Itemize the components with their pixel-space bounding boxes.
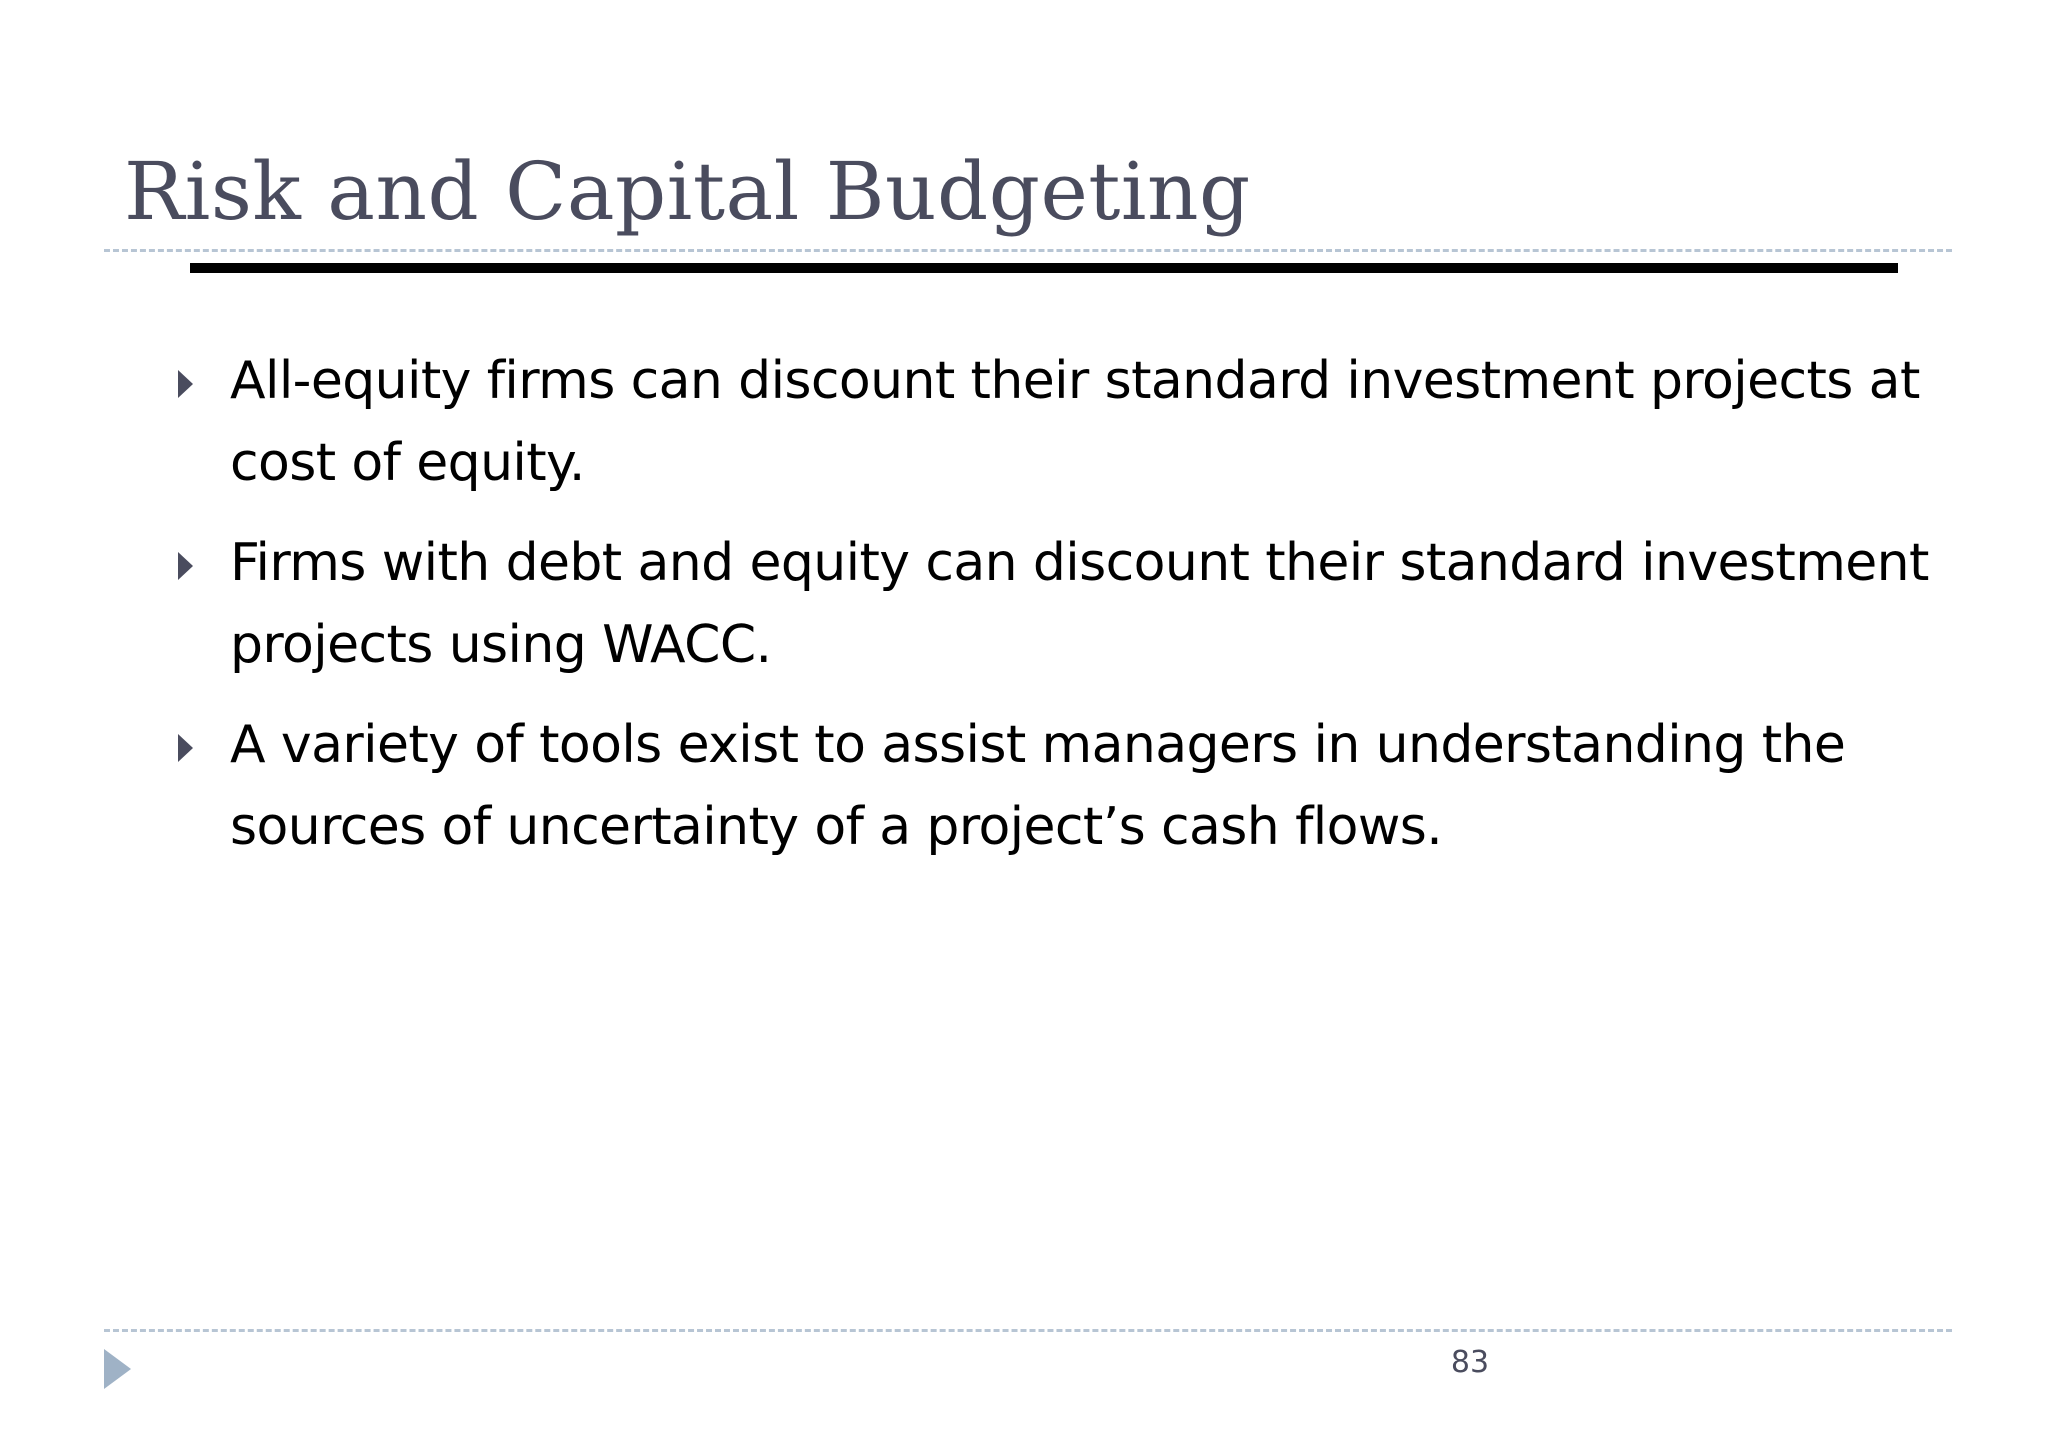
bullet-text: A variety of tools exist to assist managers in understanding the sources of uncertainty of a project’s cash flows.	[230, 715, 1846, 857]
triangle-right-icon	[178, 734, 193, 762]
bullet-item	[172, 704, 2032, 868]
triangle-right-icon	[178, 552, 193, 580]
bottom-dashed-divider	[104, 1329, 1952, 1332]
bullet-list	[172, 340, 2032, 886]
footer-triangle-icon	[104, 1349, 131, 1389]
bullet-text: Firms with debt and equity can discount their standard investment projects using WACC.	[230, 533, 1929, 675]
triangle-right-icon	[178, 370, 193, 398]
bullet-text: All-equity firms can discount their standard investment projects at cost of equity.	[230, 351, 1920, 493]
page-number: 83	[1450, 1345, 1490, 1380]
top-dashed-divider	[104, 249, 1952, 252]
bullet-item	[172, 340, 2032, 504]
title-underline-rule	[190, 263, 1898, 273]
bullet-item	[172, 522, 2032, 686]
slide-title: Risk and Capital Budgeting	[124, 145, 1251, 238]
